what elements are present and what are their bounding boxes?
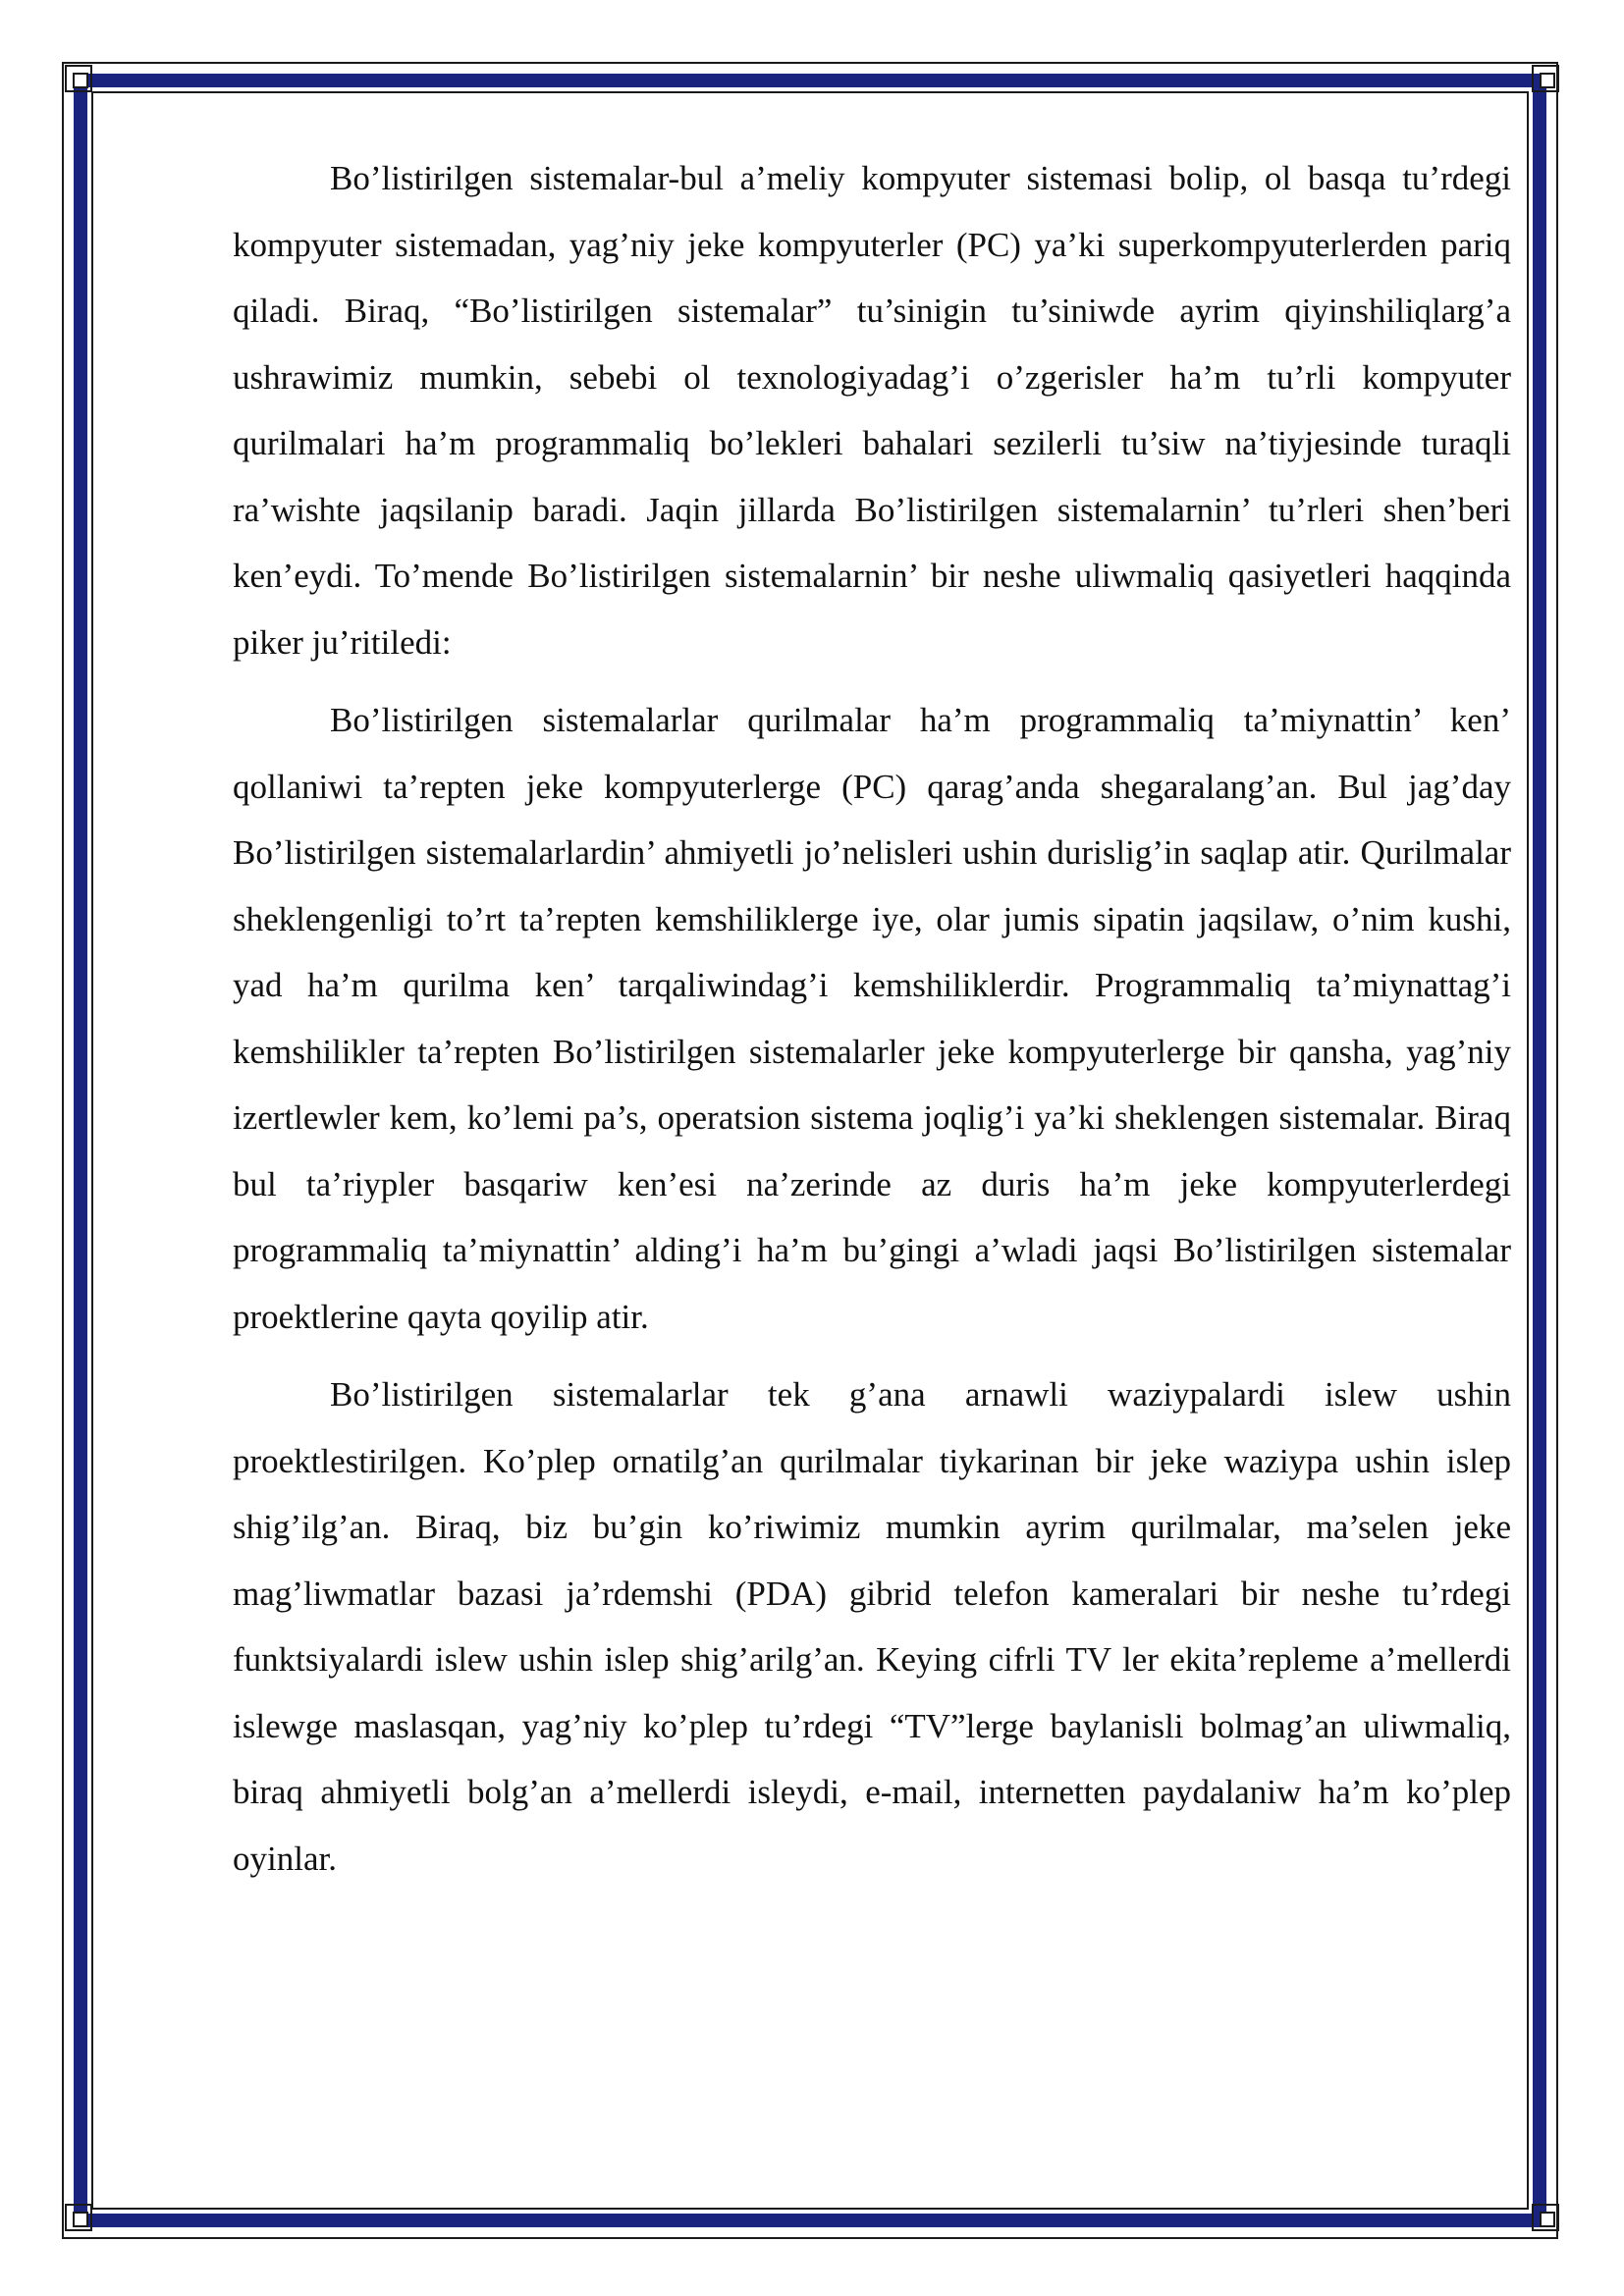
corner-ornament-bottom-left (65, 2204, 92, 2231)
paragraph-1: Bo’listirilgen sistemalar-bul a’meliy kompyuter sistemasi bolip, ol basqa tu’rdegi kompyuter sistemadan, yag’niy jeke kompyuterler (PC) ya’ki superkompyuterlerden pariq qiladi. Biraq, “Bo’listirilgen sistemalar” tu’sinigin tu’siniwde ayrim qiyinshiliqlarg’a ushrawimiz mumkin, sebebi ol texnologiyadag’i o’zgerisler ha’m tu’rli kompyuter qurilmalari ha’m programmaliq bo’lekleri bahalari sezilerli tu’siw na’tiyjesinde turaqli ra’wishte jaqsilanip baradi. Jaqin jillarda Bo’listirilgen sistemalarnin’ tu’rleri shen’beri ken’eydi. To’mende Bo’listirilgen sistemalarnin’ bir neshe uliwmaliq qasiyetleri haqqinda piker ju’ritiledi: (233, 159, 1511, 662)
document-body (233, 145, 1511, 1903)
corner-ornament-top-left (65, 65, 92, 92)
corner-ornament-top-right (1532, 65, 1559, 92)
paragraph-2: Bo’listirilgen sistemalarlar qurilmalar ha’m programmaliq ta’miynattin’ ken’ qollaniwi ta’repten jeke kompyuterlerge (PC) qarag’anda shegaralang’an. Bul jag’day Bo’listirilgen sistemalarlardin’ ahmiyetli jo’nelisleri ushin durislig’in saqlap atir. Qurilmalar sheklengenligi to’rt ta’repten kemshiliklerge iye, olar jumis sipatin jaqsilaw, o’nim kushi, yad ha’m qurilma ken’ tarqaliwindag’i kemshiliklerdir. Programmaliq ta’miynattag’i kemshilikler ta’repten Bo’listirilgen sistemalarler jeke kompyuterlerge bir qansha, yag’niy izertlewler kem, ko’lemi pa’s, operatsion sistema joqlig’i ya’ki sheklengen sistemalar. Biraq bul ta’riypler basqariw ken’esi na’zerinde az duris ha’m jeke kompyuterlerdegi programmaliq ta’miynattin’ alding’i ha’m bu’gingi a’wladi jaqsi Bo’listirilgen sistemalar proektlerine qayta qoyilip atir. (233, 701, 1511, 1336)
corner-ornament-bottom-right (1532, 2204, 1559, 2231)
paragraph-3: Bo’listirilgen sistemalarlar tek g’ana arnawli waziypalardi islew ushin proektlestirilgen. Ko’plep ornatilg’an qurilmalar tiykarinan bir jeke waziypa ushin islep shig’ilg’an. Biraq, biz bu’gin ko’riwimiz mumkin ayrim qurilmalar, ma’selen jeke mag’liwmatlar bazasi ja’rdemshi (PDA) gibrid telefon kameralari bir neshe tu’rdegi funktsiyalardi islew ushin islep shig’arilg’an. Keying cifrli TV ler ekita’repleme a’mellerdi islewge maslasqan, yag’niy ko’plep tu’rdegi “TV”lerge baylanisli bolmag’an uliwmaliq, biraq ahmiyetli bolg’an a’mellerdi isleydi, e-mail, internetten paydalaniw ha’m ko’plep oyinlar. (233, 1375, 1511, 1878)
